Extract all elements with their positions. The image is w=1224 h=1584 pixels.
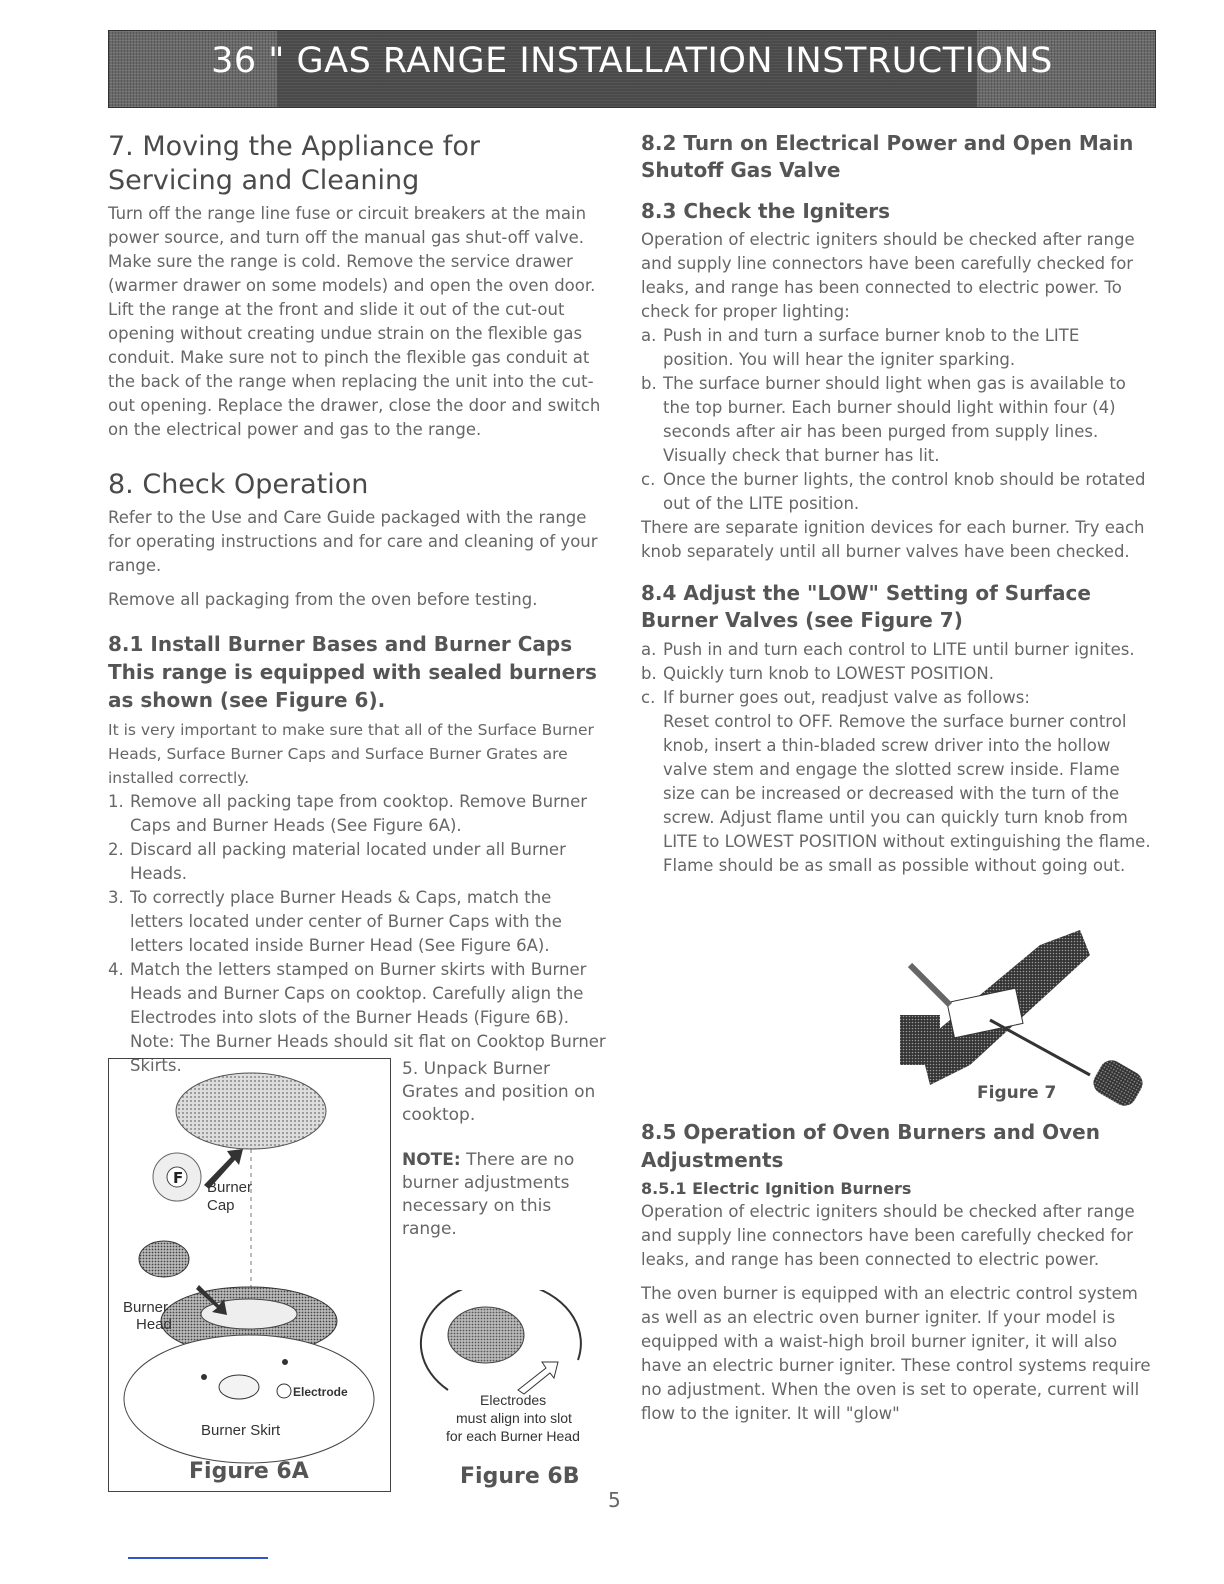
label-burner-cap-1: Burner bbox=[207, 1179, 253, 1196]
label-each-head: for each Burner Head bbox=[446, 1428, 580, 1444]
list-item: 1. Remove all packing tape from cooktop. Remove Burner Caps and Burner Heads (See Figure 6A). bbox=[108, 792, 588, 835]
section-81-item5-block bbox=[402, 1058, 602, 1241]
list-item: a. Push in and turn a surface burner knob to the LITE position. You will hear the igniter sparking. bbox=[641, 326, 1080, 369]
section-81-title-line3: as shown (see Figure 6). bbox=[108, 688, 386, 712]
figure-6b-drawing bbox=[408, 1290, 618, 1430]
section-7-title bbox=[108, 130, 606, 198]
section-84-title-line2: Burner Valves (see Figure 7) bbox=[641, 608, 963, 632]
page-number: 5 bbox=[608, 1488, 621, 1512]
right-lower bbox=[641, 1118, 1154, 1426]
section-8-title: 8. Check Operation bbox=[108, 469, 369, 500]
label-burner-head-2: Head bbox=[136, 1316, 172, 1333]
section-851-title: 8.5.1 Electric Ignition Burners bbox=[641, 1179, 912, 1198]
note bbox=[402, 1149, 602, 1241]
page-title: 36 " GAS RANGE INSTALLATION INSTRUCTIONS bbox=[211, 41, 1053, 81]
label-electrodes: Electrodes bbox=[480, 1392, 547, 1408]
section-8-body-1: Refer to the Use and Care Guide packaged with the range for operating instructions and for care and cleaning of your range. bbox=[108, 508, 598, 575]
list-item: b. Quickly turn knob to LOWEST POSITION. bbox=[641, 664, 994, 683]
figure-7-caption: Figure 7 bbox=[977, 1083, 1057, 1103]
footer-rule bbox=[128, 1557, 268, 1559]
section-83-body: Operation of electric igniters should be checked after range and supply line connectors have been carefully checked for leaks, and range has been connected to electric power. To check for proper lighting: bbox=[641, 230, 1135, 321]
list-item: 2. Discard all packing material located under all Burner Heads. bbox=[108, 840, 566, 883]
list-item: c. If burner goes out, readjust valve as follows: bbox=[641, 688, 1030, 707]
figure-6a-caption: Figure 6A bbox=[189, 1459, 309, 1484]
list-item: 4. Match the letters stamped on Burner skirts with Burner Heads and Burner Caps on cooktop. Carefully align the Electrodes into slots of the Burner Heads (Figure 6B). Note: The Burner Heads should sit flat on Cooktop Burner Skirts. bbox=[108, 960, 606, 1075]
section-83-after: There are separate ignition devices for each burner. Try each knob separately until all burner valves have been checked. bbox=[641, 518, 1145, 561]
label-burner-cap-2: Cap bbox=[207, 1197, 235, 1214]
figure-6b-caption: Figure 6B bbox=[460, 1464, 580, 1489]
screwdriver-handle bbox=[1089, 1056, 1147, 1110]
list-item: a. Push in and turn each control to LITE until burner ignites. bbox=[641, 640, 1135, 659]
section-81-item5: 5. Unpack Burner Grates and position on cooktop. bbox=[402, 1059, 596, 1125]
section-7-title-line1: 7. Moving the Appliance for bbox=[108, 131, 480, 162]
section-82-title bbox=[641, 130, 1154, 184]
list-item: b. The surface burner should light when gas is available to the top burner. Each burner should light within four (4) seconds after air has been purged from supply lines. Visually check that burner has lit. bbox=[641, 374, 1126, 465]
section-81-title bbox=[108, 630, 606, 714]
section-8-body-2: Remove all packaging from the oven before testing. bbox=[108, 590, 538, 609]
note-label: NOTE: bbox=[402, 1150, 461, 1170]
label-align: must align into slot bbox=[456, 1410, 572, 1426]
section-81-intro: It is very important to make sure that all of the Surface Burner Heads, Surface Burner Caps and Surface Burner Grates are installed correctly. bbox=[108, 721, 594, 787]
section-85-title-line2: Adjustments bbox=[641, 1148, 784, 1172]
list-item: c. Once the burner lights, the control knob should be rotated out of the LITE position. bbox=[641, 470, 1146, 513]
section-81-list bbox=[108, 790, 606, 1078]
section-7-title-line2: Servicing and Cleaning bbox=[108, 165, 420, 196]
section-84-title-line1: 8.4 Adjust the "LOW" Setting of Surface bbox=[641, 581, 1091, 605]
label-burner-head-1: Burner bbox=[123, 1299, 169, 1316]
header-banner bbox=[108, 30, 1156, 108]
section-82-title-line1: 8.2 Turn on Electrical Power and Open Main bbox=[641, 131, 1134, 155]
section-84-list bbox=[641, 638, 1154, 710]
burner-skirt-shape bbox=[124, 1335, 374, 1463]
figure-7 bbox=[890, 925, 1160, 1115]
label-burner-skirt: Burner Skirt bbox=[201, 1422, 281, 1439]
section-85-title bbox=[641, 1118, 1154, 1174]
section-83-title: 8.3 Check the Igniters bbox=[641, 199, 891, 223]
arrow-icon bbox=[518, 1362, 558, 1394]
left-column bbox=[108, 130, 606, 1078]
burner-cap-shape bbox=[176, 1073, 326, 1149]
section-84-reset: Reset control to OFF. Remove the surface burner control knob, insert a thin-bladed screw driver into the hollow valve stem and engage the slotted screw inside. Flame size can be increased or decreased with the turn of the screw. Adjust flame until you can quickly turn knob from LITE to LOWEST POSITION without extinguishing the flame. Flame should be as small as possible without going out. bbox=[663, 712, 1151, 875]
section-81-title-line1: 8.1 Install Burner Bases and Burner Caps bbox=[108, 632, 573, 656]
section-83-list bbox=[641, 324, 1154, 516]
note-text: There are no burner adjustments necessary on this range. bbox=[402, 1150, 575, 1239]
list-item: 3. To correctly place Burner Heads & Caps, match the letters located under center of Burner Caps with the letters located inside Burner Head (See Figure 6A). bbox=[108, 888, 562, 955]
right-column bbox=[641, 130, 1154, 878]
label-electrode: Electrode bbox=[293, 1385, 348, 1399]
figure-6a bbox=[108, 1058, 391, 1492]
figure-6b bbox=[408, 1290, 618, 1490]
section-84-title bbox=[641, 580, 1154, 634]
section-85-title-line1: 8.5 Operation of Oven Burners and Oven bbox=[641, 1120, 1100, 1144]
section-82-title-line2: Shutoff Gas Valve bbox=[641, 158, 841, 182]
section-851-body-2: The oven burner is equipped with an electric control system as well as an electric oven burner igniter. If your model is equipped with a waist-high broil burner igniter, it will also have an electric burner igniter. These control systems require no adjustment. When the oven is set to operate, current will flow to the igniter. It will "glow" bbox=[641, 1284, 1151, 1423]
section-7-body: Turn off the range line fuse or circuit breakers at the main power source, and turn off the manual gas shut-off valve. Make sure the range is cold. Remove the service drawer (warmer drawer on some models) and open the oven door. Lift the range at the front and slide it out of the cut-out opening without creating undue strain on the flexible gas conduit. Make sure not to pinch the flexible gas conduit at the back of the range when replacing the unit into the cut-out opening. Replace the drawer, close the door and switch on the electrical power and gas to the range. bbox=[108, 204, 601, 439]
section-81-title-line2: This range is equipped with sealed burners bbox=[108, 660, 597, 684]
letter-f-label: F bbox=[173, 1169, 184, 1187]
section-851-body-1: Operation of electric igniters should be checked after range and supply line connectors have been carefully checked for leaks, and range has been connected to electric power. bbox=[641, 1202, 1135, 1269]
